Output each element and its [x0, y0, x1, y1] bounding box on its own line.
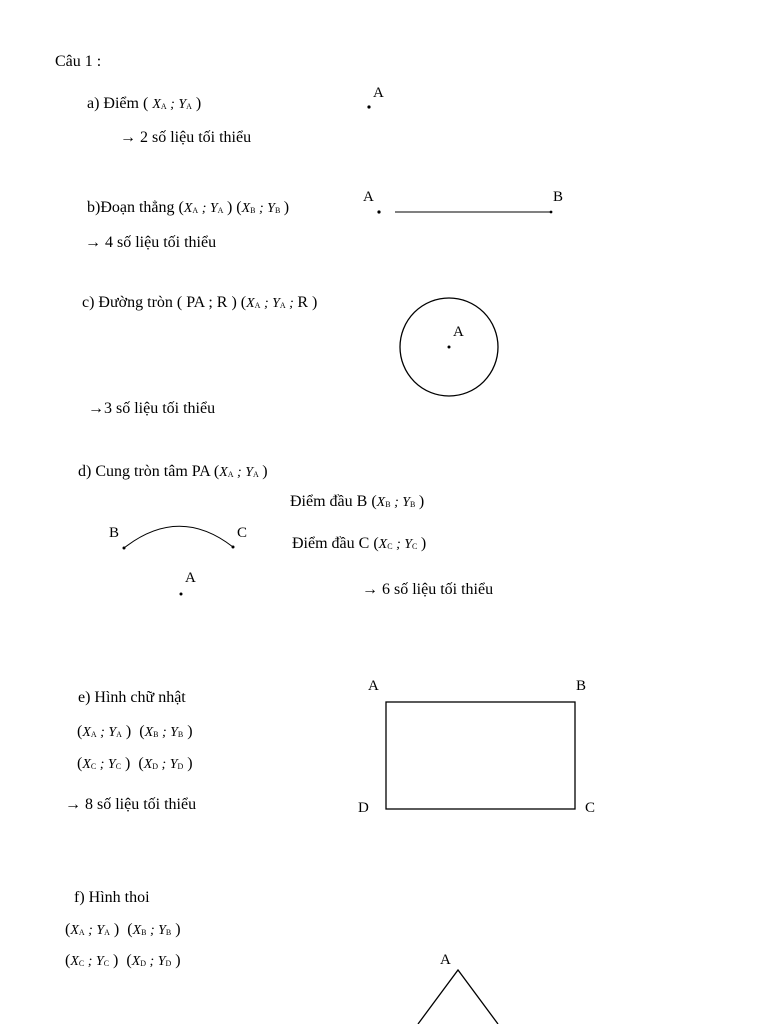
section-f-coords-cd: (XC ; YC ) (XD ; YD ) [65, 952, 181, 969]
d-label-c: C [237, 525, 248, 541]
b-label-b: B [553, 189, 564, 205]
section-a-label: a) Điểm ( [87, 95, 149, 112]
section-f-heading: f) Hình thoi [74, 889, 150, 906]
section-b-result: → 4 số liệu tối thiểu [85, 234, 217, 251]
section-e-heading: e) Hình chữ nhật [78, 689, 186, 706]
b-point-b [550, 211, 553, 214]
e-label-a: A [368, 678, 379, 694]
e-label-c: C [585, 800, 596, 816]
c-center-point [448, 346, 451, 349]
section-e-coords-cd: (XC ; YC ) (XD ; YD ) [77, 755, 193, 772]
section-d-coords: XA ; YA ) [219, 463, 268, 480]
question-title: Câu 1 : [55, 53, 102, 70]
e-label-b: B [576, 678, 587, 694]
e-rectangle [386, 702, 575, 809]
d-start-label: Điểm đầu B ( [290, 493, 377, 510]
d-start-coords: XB ; YB ) [376, 493, 425, 510]
section-c-result: →3 số liệu tối thiểu [88, 400, 216, 417]
d-point-a [180, 593, 183, 596]
d-end-coords: XC ; YC ) [378, 535, 427, 552]
section-b-coords: XA ; YA ) (XB ; YB ) [183, 199, 290, 216]
d-point-b [123, 547, 126, 550]
section-a-close: ) [195, 95, 202, 112]
d-arc [124, 526, 233, 548]
section-e-result: → 8 số liệu tối thiểu [65, 796, 197, 813]
f-label-a: A [440, 952, 451, 968]
section-a-result: → 2 số liệu tối thiểu [120, 129, 252, 146]
d-label-b: B [109, 525, 120, 541]
a-point [367, 105, 370, 108]
f-rhombus [418, 970, 498, 1024]
section-c-label: c) Đường tròn ( PA ; R ) ( [82, 294, 247, 311]
section-c-coords: XA ; YA ; R ) [246, 294, 318, 311]
section-e-coords-ab: (XA ; YA ) (XB ; YB ) [77, 723, 193, 740]
section-a-coords: XA ; YA [152, 97, 192, 112]
b-point-a [377, 210, 380, 213]
a-point-label: A [373, 85, 384, 101]
d-end-label: Điểm đầu C ( [292, 535, 379, 552]
d-label-a: A [185, 570, 196, 586]
section-d-label: d) Cung tròn tâm PA ( [78, 463, 220, 480]
section-b-label: b)Đoạn thẳng ( [87, 199, 184, 216]
d-point-c [232, 546, 235, 549]
section-f-coords-ab: (XA ; YA ) (XB ; YB ) [65, 921, 181, 938]
e-label-d: D [358, 800, 369, 816]
section-d-result: → 6 số liệu tối thiểu [362, 581, 494, 598]
b-label-a: A [363, 189, 374, 205]
c-center-label: A [453, 324, 464, 340]
